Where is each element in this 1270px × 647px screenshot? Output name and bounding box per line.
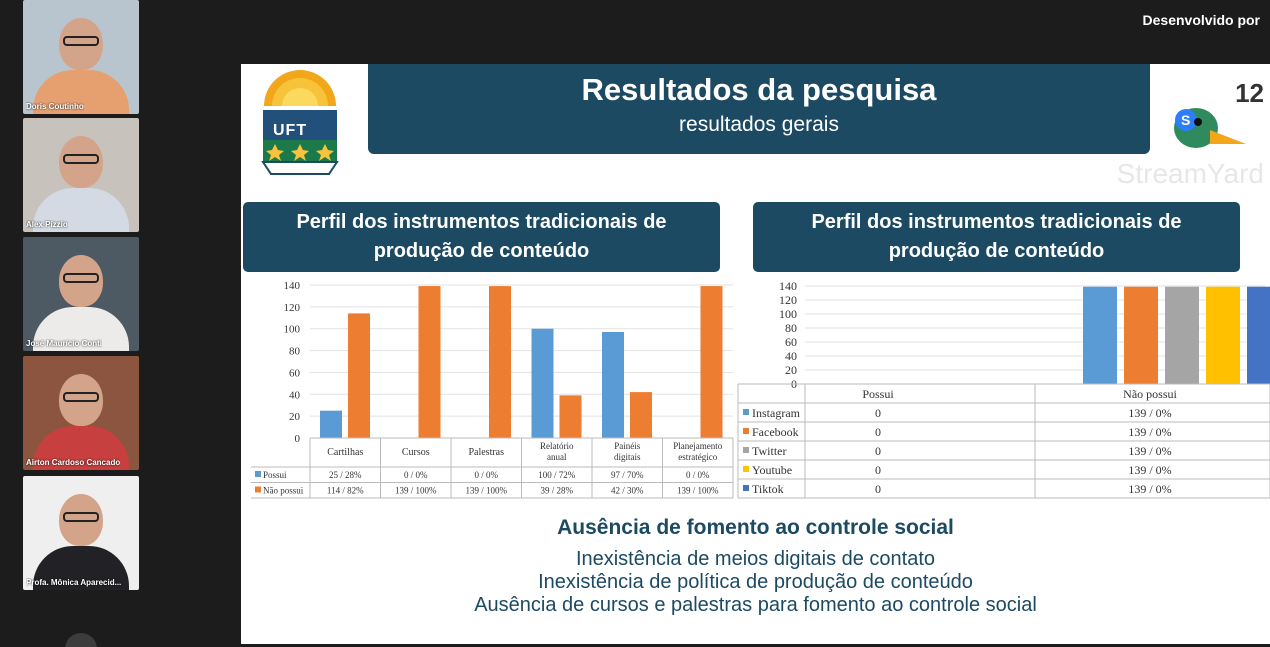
data-label: 39 / 28% [540, 485, 573, 496]
data-label: 114 / 82% [326, 485, 364, 496]
data-label: 97 / 70% [611, 470, 644, 480]
scroll-down-button[interactable] [65, 633, 97, 647]
chart-title-right-line1: Perfil dos instrumentos tradicionais de [811, 211, 1182, 233]
bar-youtube [1206, 287, 1240, 384]
bar-não-possui [348, 313, 370, 438]
chart-title-right-line2: produção de conteúdo [888, 240, 1105, 262]
data-label: 139 / 0% [1128, 406, 1172, 420]
participant-tile[interactable] [23, 118, 139, 232]
data-label: 139 / 0% [1128, 425, 1172, 439]
glasses-icon [63, 512, 99, 522]
glasses-icon [63, 392, 99, 402]
legend-swatch [743, 447, 749, 453]
streamyard-counter: 12 [1235, 78, 1264, 108]
y-tick-label: 0 [294, 433, 300, 445]
category-label: estratégico [678, 452, 718, 462]
bar-twitter [1165, 287, 1199, 384]
legend-label: Youtube [752, 463, 793, 477]
category-label: Palestras [468, 447, 505, 458]
y-tick-label: 100 [283, 323, 300, 336]
category-label: Cartilhas [327, 447, 364, 458]
y-tick-label: 80 [289, 345, 300, 358]
brand-credit: Desenvolvido por [1142, 12, 1260, 28]
data-label: 0 / 0% [686, 470, 710, 480]
participant-name: Alex Pizzio [26, 220, 68, 229]
legend-label: Facebook [752, 425, 799, 439]
bar-não-possui [630, 392, 652, 438]
y-tick-label: 60 [289, 367, 300, 380]
category-label: Relatório [540, 441, 574, 451]
bottom-line-2: Inexistência de política de produção de conteúdo [538, 571, 973, 593]
participant-name: Airton Cardoso Cancado [26, 458, 121, 467]
participant-name: Profa. Mônica Aparecid... [26, 578, 122, 587]
bar-não-possui [701, 286, 723, 438]
participant-tile[interactable] [23, 237, 139, 351]
glasses-icon [63, 273, 99, 283]
data-label: 139 / 0% [1128, 444, 1172, 458]
participant-tile[interactable] [23, 0, 139, 114]
bar-facebook [1124, 287, 1158, 384]
bar-possui [532, 329, 554, 438]
legend-swatch [255, 471, 261, 477]
legend-swatch [743, 485, 749, 491]
data-label: 139 / 0% [1128, 482, 1172, 496]
legend-swatch [743, 428, 749, 434]
y-tick-label: 0 [791, 377, 797, 391]
bar-não-possui [489, 286, 511, 438]
category-label: anual [547, 452, 567, 462]
y-tick-label: 20 [289, 411, 300, 424]
data-label: 139 / 100% [465, 485, 507, 496]
legend-swatch [743, 466, 749, 472]
streamyard-label: StreamYard [1116, 158, 1264, 189]
y-tick-label: 60 [785, 335, 797, 349]
legend-swatch [255, 487, 261, 493]
y-tick-label: 120 [779, 293, 797, 307]
glasses-icon [63, 36, 99, 46]
legend-swatch [743, 409, 749, 415]
y-tick-label: 80 [785, 321, 797, 335]
bar-tiktok [1247, 287, 1270, 384]
y-tick-label: 100 [779, 307, 797, 321]
legend-label: Tiktok [752, 482, 784, 496]
logo-text: UFT [273, 122, 308, 139]
y-tick-label: 140 [779, 279, 797, 293]
data-label: 139 / 100% [677, 485, 719, 496]
category-label: Painéis [614, 441, 641, 451]
bar-possui [320, 411, 342, 438]
y-tick-label: 40 [785, 349, 797, 363]
participant-tile[interactable] [23, 356, 139, 470]
data-label: 139 / 100% [395, 485, 437, 496]
data-label: 100 / 72% [538, 470, 576, 480]
bar-não-possui [560, 395, 582, 438]
data-label: 0 [875, 406, 881, 420]
legend-label: Não possui [263, 485, 304, 496]
slide-subtitle: resultados gerais [679, 113, 839, 136]
data-label: 0 [875, 425, 881, 439]
chart-title-left-line2: produção de conteúdo [373, 240, 590, 262]
category-label: Cursos [401, 447, 430, 458]
bar-não-possui [419, 286, 441, 438]
data-label: 0 / 0% [474, 470, 498, 480]
slide-title: Resultados da pesquisa [581, 72, 937, 107]
legend-label: Possui [263, 470, 287, 480]
category-label: Possui [862, 387, 894, 401]
participant-tile[interactable] [23, 476, 139, 590]
data-label: 25 / 28% [329, 470, 362, 480]
category-label: digitais [614, 452, 641, 462]
y-tick-label: 20 [785, 363, 797, 377]
category-label: Planejamento [673, 441, 723, 451]
bar-possui [602, 332, 624, 438]
data-label: 0 [875, 444, 881, 458]
data-label: 0 [875, 482, 881, 496]
legend-label: Instagram [752, 406, 800, 420]
data-label: 0 / 0% [404, 470, 428, 480]
data-label: 0 [875, 463, 881, 477]
presentation-slide [241, 64, 1270, 644]
bottom-line-1: Inexistência de meios digitais de contato [575, 548, 936, 570]
data-label: 139 / 0% [1128, 463, 1172, 477]
y-tick-label: 40 [289, 389, 300, 402]
glasses-icon [63, 154, 99, 164]
y-tick-label: 140 [283, 280, 300, 292]
bottom-heading: Ausência de fomento ao controle social [557, 516, 954, 539]
participant-name: Doris Coutinho [26, 102, 84, 111]
participant-name: José Maurício Conti [26, 339, 103, 348]
bar-instagram [1083, 287, 1117, 384]
bottom-line-3: Ausência de cursos e palestras para fomento ao controle social [474, 594, 1037, 616]
data-label: 42 / 30% [611, 485, 644, 496]
svg-text:S: S [1181, 112, 1191, 128]
category-label: Não possui [1123, 387, 1177, 401]
legend-label: Twitter [752, 444, 787, 458]
chart-title-left-line1: Perfil dos instrumentos tradicionais de [296, 211, 667, 233]
y-tick-label: 120 [283, 301, 300, 314]
